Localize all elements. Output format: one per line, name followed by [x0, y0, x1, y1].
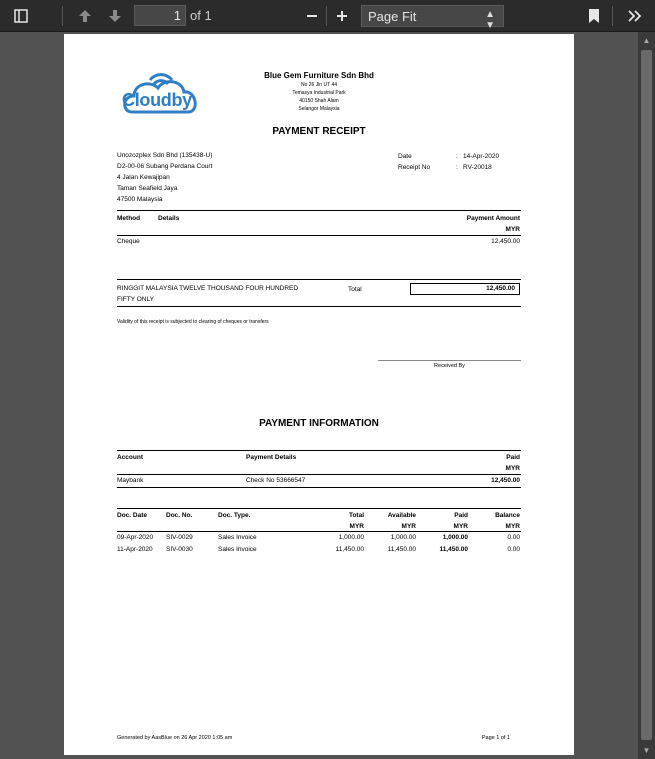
scroll-down-arrow-icon[interactable]: ▼ — [642, 746, 651, 755]
doc-balance: 0.00 — [507, 534, 520, 541]
doc-header-balance: Balance — [495, 512, 520, 519]
doc-date: 09-Apr-2020 — [117, 534, 154, 541]
footer-page-number: Page 1 of 1 — [481, 735, 510, 741]
toolbar-separator — [326, 6, 327, 26]
divider — [117, 531, 521, 532]
colon: : — [456, 164, 458, 171]
next-page-button[interactable] — [104, 4, 126, 28]
col-method: Method — [117, 215, 141, 222]
doc-no: SIV-0030 — [166, 546, 193, 553]
doc-currency: MYR — [401, 523, 416, 530]
doc-currency: MYR — [505, 523, 520, 530]
col-payment-amount: Payment Amount — [466, 215, 520, 222]
doc-header-date: Doc. Date — [117, 512, 147, 519]
signature-line — [378, 360, 521, 361]
divider — [117, 235, 521, 236]
divider — [117, 487, 521, 488]
customer-line: 4 Jalan Kewajipan — [117, 174, 170, 181]
page-number-input[interactable] — [134, 5, 186, 26]
doc-header-type: Doc. Type. — [218, 512, 251, 519]
zoom-select[interactable] — [361, 5, 504, 31]
customer-line: Unozozplex Sdn Bhd (135438-U) — [117, 152, 213, 159]
plus-icon — [336, 10, 348, 22]
doc-total: 11,450.00 — [335, 546, 364, 553]
receipt-title: PAYMENT RECEIPT — [272, 126, 366, 137]
payment-info-title: PAYMENT INFORMATION — [259, 418, 379, 429]
amount-in-words: FIFTY ONLY — [117, 296, 154, 303]
doc-total: 1,000.00 — [338, 534, 364, 541]
updown-caret-icon: ▲ ▼ — [485, 9, 495, 31]
doc-available: 11,450.00 — [387, 546, 416, 553]
col-currency: MYR — [505, 226, 520, 233]
arrow-down-icon — [108, 9, 122, 23]
pdf-toolbar — [0, 0, 655, 32]
colon: : — [456, 153, 458, 160]
doc-type: Sales Invoice — [218, 534, 257, 541]
double-chevron-right-icon — [628, 10, 642, 22]
minus-icon — [306, 10, 318, 22]
divider — [117, 474, 521, 475]
amount-in-words: RINGGIT MALAYSIA TWELVE THOUSAND FOUR HUNDRED — [117, 285, 299, 292]
scroll-up-arrow-icon[interactable]: ▲ — [642, 36, 651, 45]
toolbar-separator — [612, 6, 613, 26]
doc-balance: 0.00 — [507, 546, 520, 553]
company-address-line: Selangor Malaysia — [298, 106, 340, 112]
more-tools-button[interactable] — [624, 4, 646, 28]
doc-currency: MYR — [453, 523, 468, 530]
previous-page-button[interactable] — [74, 4, 96, 28]
date-label: Date — [398, 153, 412, 160]
receipt-no-label: Receipt No — [398, 164, 431, 171]
pdf-page — [64, 34, 574, 755]
col-account: Account — [117, 454, 143, 461]
doc-paid: 1,000.00 — [442, 534, 468, 541]
method-value: Cheque — [117, 238, 140, 245]
col-currency: MYR — [505, 465, 520, 472]
footer-generated: Generated by AasBlue on 26 Apr 2020 1:05 am — [117, 735, 233, 741]
payment-details-value: Check No 53666547 — [246, 477, 306, 484]
customer-line: Taman Seafield Jaya — [117, 185, 178, 192]
doc-date: 11-Apr-2020 — [117, 546, 153, 553]
doc-header-paid: Paid — [454, 512, 468, 519]
doc-type: Sales Invoice — [218, 546, 257, 553]
sidebar-toggle-button[interactable] — [10, 4, 32, 28]
doc-no: SIV-0029 — [166, 534, 193, 541]
zoom-select-value: Page Fit — [368, 8, 417, 24]
total-value: 12,450.00 — [486, 285, 515, 292]
logo-text: Cloudby — [122, 90, 192, 110]
total-label: Total — [348, 286, 362, 293]
zoom-in-button[interactable] — [332, 4, 352, 28]
zoom-out-button[interactable] — [302, 4, 322, 28]
page-count-label: of 1 — [190, 8, 212, 23]
company-address-line: 40150 Shah Alam — [299, 98, 339, 104]
amount-value: 12,450.00 — [491, 238, 520, 245]
doc-header-no: Doc. No. — [166, 512, 193, 519]
col-paid: Paid — [506, 454, 520, 461]
divider — [117, 450, 521, 451]
toolbar-separator — [62, 6, 63, 26]
arrow-up-icon — [78, 9, 92, 23]
company-address-line: No 26 Jln UT 44 — [300, 82, 338, 88]
doc-header-total: Total — [348, 512, 364, 519]
vertical-scrollbar[interactable] — [638, 32, 655, 759]
receipt-no-value: RV-20018 — [463, 164, 492, 171]
received-by-label: Received By — [434, 363, 465, 369]
validity-note: Validity of this receipt is subjected to clearing of cheques or transfers — [117, 319, 269, 325]
divider — [117, 210, 521, 211]
sidebar-icon — [14, 9, 28, 23]
col-payment-details: Payment Details — [246, 454, 297, 461]
doc-available: 1,000.00 — [390, 534, 416, 541]
company-address-line: Temasya Industrial Park — [292, 90, 346, 96]
divider — [117, 508, 521, 509]
company-name: Blue Gem Furniture Sdn Bhd — [264, 71, 374, 80]
divider — [117, 279, 521, 280]
paid-value: 12,450.00 — [491, 477, 520, 484]
scroll-thumb[interactable] — [641, 50, 652, 740]
doc-header-available: Available — [387, 512, 416, 519]
total-value-box — [410, 283, 520, 295]
date-value: 14-Apr-2020 — [463, 153, 500, 160]
customer-line: 47500 Malaysia — [117, 196, 163, 203]
customer-line: D2-00-06 Subang Perdana Court — [117, 163, 213, 170]
divider — [117, 306, 521, 307]
bookmark-icon — [589, 9, 599, 23]
account-value: Maybank — [117, 477, 144, 484]
doc-currency: MYR — [349, 523, 364, 530]
doc-paid: 11,450.00 — [439, 546, 468, 553]
bookmark-button[interactable] — [584, 4, 604, 28]
col-details: Details — [158, 215, 180, 222]
